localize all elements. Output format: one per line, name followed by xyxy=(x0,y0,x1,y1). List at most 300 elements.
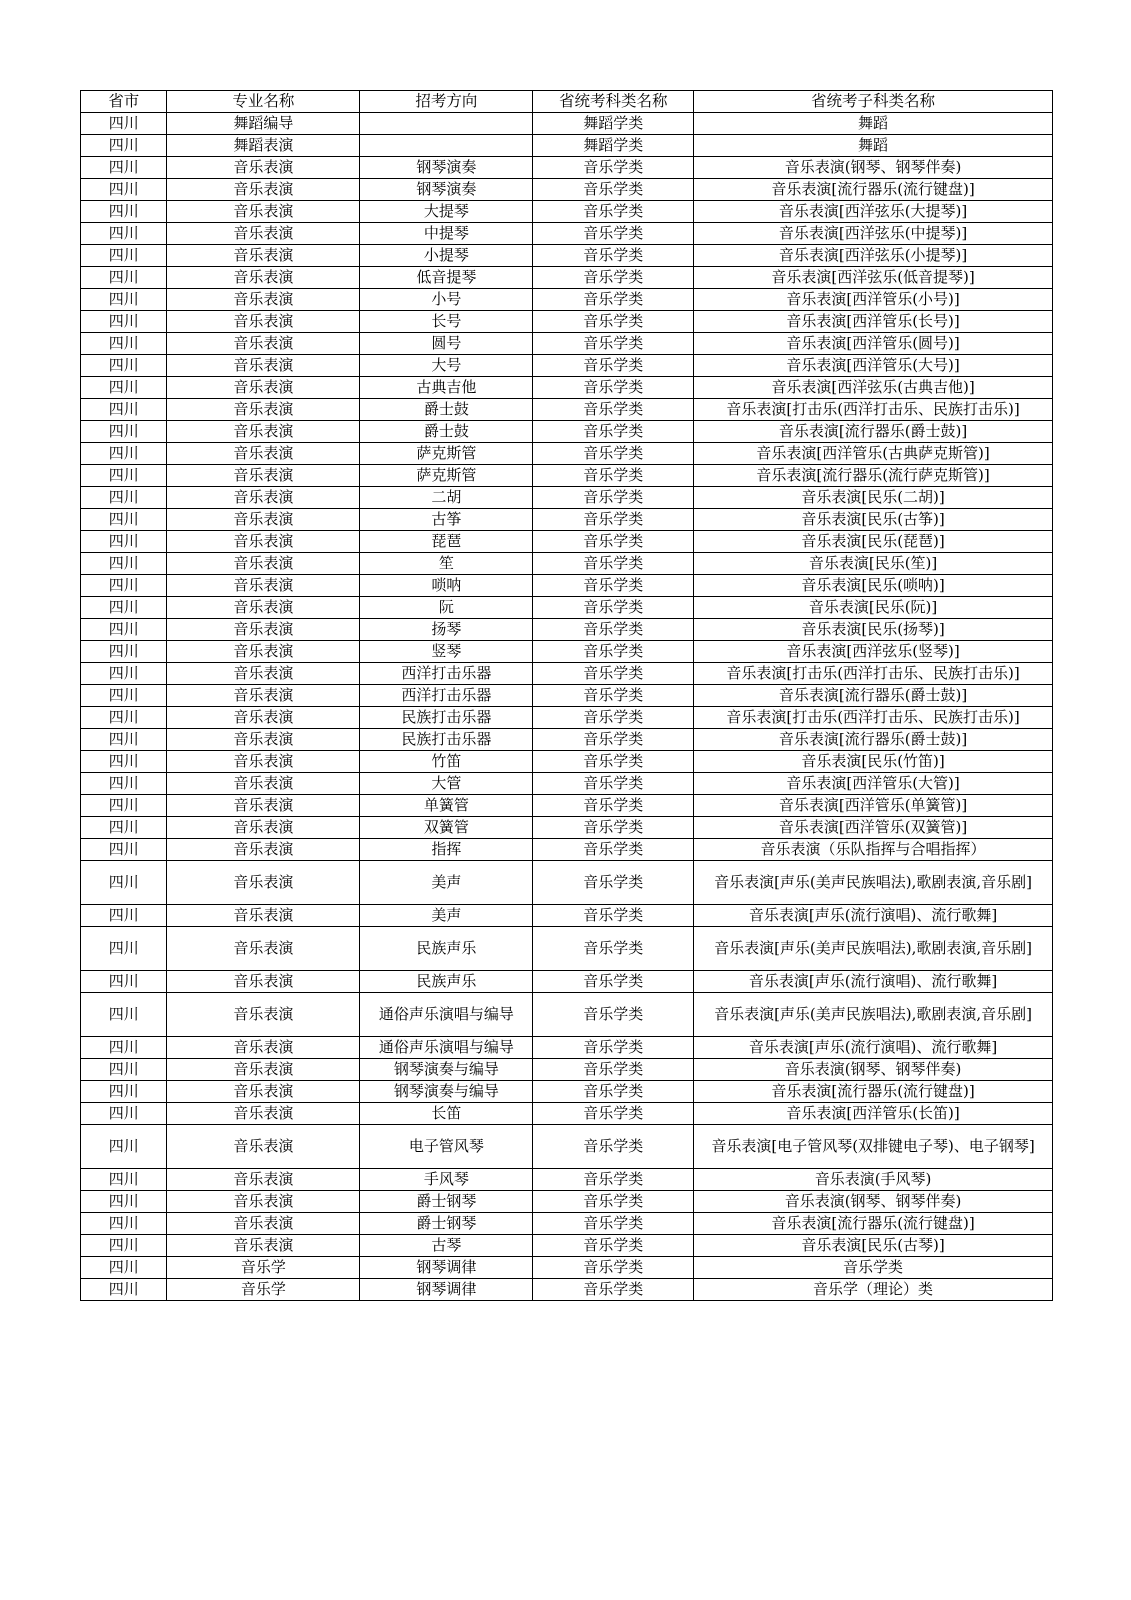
table-row xyxy=(81,113,1053,135)
cell-category: 音乐学类 xyxy=(533,663,694,685)
cell-province: 四川 xyxy=(81,179,167,201)
cell-category: 音乐学类 xyxy=(533,751,694,773)
header-major: 专业名称 xyxy=(167,91,360,113)
cell-major: 音乐表演 xyxy=(167,553,360,575)
cell-subcategory: 音乐表演[民乐(二胡)] xyxy=(694,487,1053,509)
cell-category: 音乐学类 xyxy=(533,553,694,575)
cell-category: 舞蹈学类 xyxy=(533,135,694,157)
cell-subcategory: 音乐表演[电子管风琴(双排键电子琴)、电子钢琴] xyxy=(694,1125,1053,1169)
cell-province: 四川 xyxy=(81,443,167,465)
cell-major: 音乐表演 xyxy=(167,355,360,377)
cell-category: 音乐学类 xyxy=(533,795,694,817)
cell-category: 音乐学类 xyxy=(533,201,694,223)
table-row xyxy=(81,1059,1053,1081)
cell-province: 四川 xyxy=(81,553,167,575)
cell-province: 四川 xyxy=(81,795,167,817)
cell-subcategory: 音乐表演[西洋管乐(单簧管)] xyxy=(694,795,1053,817)
cell-direction: 圆号 xyxy=(360,333,533,355)
table-row xyxy=(81,641,1053,663)
cell-subcategory: 音乐表演[流行器乐(流行键盘)] xyxy=(694,1213,1053,1235)
cell-subcategory: 音乐表演[流行器乐(流行键盘)] xyxy=(694,179,1053,201)
cell-subcategory: 音乐表演[打击乐(西洋打击乐、民族打击乐)] xyxy=(694,399,1053,421)
cell-major: 音乐表演 xyxy=(167,267,360,289)
table-row xyxy=(81,1213,1053,1235)
cell-category: 音乐学类 xyxy=(533,377,694,399)
cell-direction: 民族打击乐器 xyxy=(360,729,533,751)
cell-subcategory: 舞蹈 xyxy=(694,113,1053,135)
cell-province: 四川 xyxy=(81,905,167,927)
cell-direction: 大号 xyxy=(360,355,533,377)
cell-subcategory: 音乐表演(钢琴、钢琴伴奏) xyxy=(694,1059,1053,1081)
cell-major: 舞蹈表演 xyxy=(167,135,360,157)
cell-direction: 爵士鼓 xyxy=(360,421,533,443)
cell-province: 四川 xyxy=(81,1037,167,1059)
table-row xyxy=(81,839,1053,861)
cell-province: 四川 xyxy=(81,135,167,157)
cell-subcategory: 音乐表演[西洋弦乐(古典吉他)] xyxy=(694,377,1053,399)
cell-major: 音乐表演 xyxy=(167,641,360,663)
cell-direction: 电子管风琴 xyxy=(360,1125,533,1169)
table-row xyxy=(81,773,1053,795)
cell-direction: 钢琴演奏 xyxy=(360,157,533,179)
cell-direction: 长笛 xyxy=(360,1103,533,1125)
cell-category: 音乐学类 xyxy=(533,421,694,443)
cell-subcategory: 音乐表演(钢琴、钢琴伴奏) xyxy=(694,157,1053,179)
cell-major: 音乐表演 xyxy=(167,157,360,179)
cell-province: 四川 xyxy=(81,1257,167,1279)
cell-direction: 通俗声乐演唱与编导 xyxy=(360,1037,533,1059)
cell-province: 四川 xyxy=(81,575,167,597)
cell-major: 音乐表演 xyxy=(167,1191,360,1213)
cell-major: 音乐学 xyxy=(167,1257,360,1279)
cell-direction: 扬琴 xyxy=(360,619,533,641)
cell-major: 音乐表演 xyxy=(167,245,360,267)
table-row xyxy=(81,993,1053,1037)
cell-major: 音乐表演 xyxy=(167,663,360,685)
table-row xyxy=(81,179,1053,201)
cell-subcategory: 音乐表演(手风琴) xyxy=(694,1169,1053,1191)
cell-subcategory: 音乐表演[民乐(古琴)] xyxy=(694,1235,1053,1257)
cell-major: 音乐表演 xyxy=(167,1213,360,1235)
cell-direction: 爵士鼓 xyxy=(360,399,533,421)
cell-province: 四川 xyxy=(81,201,167,223)
cell-province: 四川 xyxy=(81,685,167,707)
cell-major: 音乐表演 xyxy=(167,377,360,399)
cell-direction: 笙 xyxy=(360,553,533,575)
cell-category: 音乐学类 xyxy=(533,1235,694,1257)
cell-major: 音乐表演 xyxy=(167,509,360,531)
cell-direction xyxy=(360,135,533,157)
cell-subcategory: 音乐表演[流行器乐(流行萨克斯管)] xyxy=(694,465,1053,487)
cell-province: 四川 xyxy=(81,1235,167,1257)
cell-category: 音乐学类 xyxy=(533,729,694,751)
cell-major: 音乐表演 xyxy=(167,1235,360,1257)
cell-category: 音乐学类 xyxy=(533,1059,694,1081)
cell-category: 音乐学类 xyxy=(533,487,694,509)
cell-direction: 竹笛 xyxy=(360,751,533,773)
table-row xyxy=(81,311,1053,333)
cell-category: 音乐学类 xyxy=(533,223,694,245)
cell-major: 音乐表演 xyxy=(167,685,360,707)
cell-category: 音乐学类 xyxy=(533,1213,694,1235)
table-row xyxy=(81,465,1053,487)
header-subcategory: 省统考子科类名称 xyxy=(694,91,1053,113)
table-row xyxy=(81,1191,1053,1213)
header-province: 省市 xyxy=(81,91,167,113)
table-row xyxy=(81,333,1053,355)
cell-major: 音乐表演 xyxy=(167,487,360,509)
table-row xyxy=(81,1037,1053,1059)
cell-province: 四川 xyxy=(81,663,167,685)
cell-province: 四川 xyxy=(81,1081,167,1103)
cell-direction: 大提琴 xyxy=(360,201,533,223)
table-row xyxy=(81,729,1053,751)
cell-subcategory: 音乐表演[民乐(古筝)] xyxy=(694,509,1053,531)
cell-province: 四川 xyxy=(81,1059,167,1081)
cell-major: 音乐表演 xyxy=(167,597,360,619)
cell-subcategory: 音乐表演[流行器乐(流行键盘)] xyxy=(694,1081,1053,1103)
cell-subcategory: 音乐表演[西洋弦乐(大提琴)] xyxy=(694,201,1053,223)
cell-major: 音乐表演 xyxy=(167,465,360,487)
cell-subcategory: 音乐表演[西洋管乐(圆号)] xyxy=(694,333,1053,355)
cell-province: 四川 xyxy=(81,817,167,839)
cell-province: 四川 xyxy=(81,993,167,1037)
cell-category: 音乐学类 xyxy=(533,597,694,619)
cell-direction: 指挥 xyxy=(360,839,533,861)
table-row xyxy=(81,245,1053,267)
cell-direction: 民族打击乐器 xyxy=(360,707,533,729)
cell-direction: 钢琴调律 xyxy=(360,1279,533,1301)
cell-subcategory: 音乐表演[西洋管乐(大号)] xyxy=(694,355,1053,377)
cell-province: 四川 xyxy=(81,355,167,377)
specialty-table xyxy=(80,90,1053,1301)
cell-direction: 中提琴 xyxy=(360,223,533,245)
cell-major: 音乐表演 xyxy=(167,1081,360,1103)
cell-category: 音乐学类 xyxy=(533,1257,694,1279)
cell-direction: 长号 xyxy=(360,311,533,333)
cell-subcategory: 音乐表演[民乐(阮)] xyxy=(694,597,1053,619)
cell-direction: 古琴 xyxy=(360,1235,533,1257)
cell-province: 四川 xyxy=(81,1103,167,1125)
cell-major: 音乐表演 xyxy=(167,421,360,443)
cell-major: 音乐表演 xyxy=(167,531,360,553)
cell-major: 音乐表演 xyxy=(167,179,360,201)
cell-direction: 小号 xyxy=(360,289,533,311)
cell-category: 音乐学类 xyxy=(533,399,694,421)
cell-direction: 唢呐 xyxy=(360,575,533,597)
table-row xyxy=(81,1103,1053,1125)
cell-subcategory: 音乐表演[声乐(美声民族唱法),歌剧表演,音乐剧] xyxy=(694,927,1053,971)
cell-direction: 大管 xyxy=(360,773,533,795)
cell-category: 音乐学类 xyxy=(533,267,694,289)
cell-major: 音乐表演 xyxy=(167,289,360,311)
table-row xyxy=(81,355,1053,377)
cell-subcategory: 音乐表演[打击乐(西洋打击乐、民族打击乐)] xyxy=(694,663,1053,685)
cell-subcategory: 音乐表演[西洋管乐(古典萨克斯管)] xyxy=(694,443,1053,465)
cell-province: 四川 xyxy=(81,1191,167,1213)
table-row xyxy=(81,487,1053,509)
cell-category: 音乐学类 xyxy=(533,971,694,993)
table-row xyxy=(81,861,1053,905)
cell-subcategory: 音乐表演[西洋弦乐(竖琴)] xyxy=(694,641,1053,663)
cell-major: 音乐表演 xyxy=(167,729,360,751)
cell-category: 音乐学类 xyxy=(533,817,694,839)
cell-province: 四川 xyxy=(81,465,167,487)
cell-major: 舞蹈编导 xyxy=(167,113,360,135)
table-row xyxy=(81,201,1053,223)
cell-category: 音乐学类 xyxy=(533,1125,694,1169)
cell-major: 音乐表演 xyxy=(167,311,360,333)
cell-province: 四川 xyxy=(81,861,167,905)
cell-subcategory: 音乐表演[声乐(流行演唱)、流行歌舞] xyxy=(694,1037,1053,1059)
cell-direction: 竖琴 xyxy=(360,641,533,663)
table-row xyxy=(81,707,1053,729)
table-row xyxy=(81,597,1053,619)
table-row xyxy=(81,1235,1053,1257)
cell-category: 音乐学类 xyxy=(533,443,694,465)
cell-direction: 二胡 xyxy=(360,487,533,509)
table-row xyxy=(81,443,1053,465)
cell-category: 音乐学类 xyxy=(533,1169,694,1191)
table-row xyxy=(81,1279,1053,1301)
cell-direction: 低音提琴 xyxy=(360,267,533,289)
cell-major: 音乐表演 xyxy=(167,1037,360,1059)
cell-subcategory: 音乐表演[民乐(笙)] xyxy=(694,553,1053,575)
cell-direction: 西洋打击乐器 xyxy=(360,663,533,685)
cell-category: 音乐学类 xyxy=(533,641,694,663)
cell-direction: 民族声乐 xyxy=(360,927,533,971)
cell-category: 音乐学类 xyxy=(533,619,694,641)
table-row xyxy=(81,135,1053,157)
table-row xyxy=(81,531,1053,553)
cell-category: 音乐学类 xyxy=(533,311,694,333)
cell-province: 四川 xyxy=(81,1213,167,1235)
cell-subcategory: 音乐表演[西洋管乐(长号)] xyxy=(694,311,1053,333)
table-row xyxy=(81,575,1053,597)
cell-major: 音乐表演 xyxy=(167,707,360,729)
cell-major: 音乐表演 xyxy=(167,927,360,971)
cell-major: 音乐表演 xyxy=(167,773,360,795)
cell-category: 音乐学类 xyxy=(533,465,694,487)
table-row xyxy=(81,619,1053,641)
cell-subcategory: 音乐表演[西洋弦乐(低音提琴)] xyxy=(694,267,1053,289)
table-row xyxy=(81,377,1053,399)
cell-subcategory: 音乐表演[声乐(流行演唱)、流行歌舞] xyxy=(694,905,1053,927)
cell-subcategory: 音乐表演[流行器乐(爵士鼓)] xyxy=(694,421,1053,443)
cell-province: 四川 xyxy=(81,707,167,729)
cell-major: 音乐表演 xyxy=(167,817,360,839)
cell-major: 音乐表演 xyxy=(167,575,360,597)
header-category: 省统考科类名称 xyxy=(533,91,694,113)
cell-direction: 钢琴演奏 xyxy=(360,179,533,201)
table-row xyxy=(81,927,1053,971)
cell-province: 四川 xyxy=(81,223,167,245)
cell-direction xyxy=(360,113,533,135)
cell-province: 四川 xyxy=(81,1279,167,1301)
cell-direction: 双簧管 xyxy=(360,817,533,839)
header-row xyxy=(81,91,1053,113)
cell-province: 四川 xyxy=(81,113,167,135)
cell-subcategory: 音乐表演[民乐(琵琶)] xyxy=(694,531,1053,553)
cell-major: 音乐表演 xyxy=(167,905,360,927)
cell-direction: 萨克斯管 xyxy=(360,443,533,465)
cell-major: 音乐表演 xyxy=(167,201,360,223)
cell-major: 音乐表演 xyxy=(167,399,360,421)
table-row xyxy=(81,663,1053,685)
cell-province: 四川 xyxy=(81,839,167,861)
cell-major: 音乐表演 xyxy=(167,1059,360,1081)
cell-subcategory: 音乐表演(钢琴、钢琴伴奏) xyxy=(694,1191,1053,1213)
cell-subcategory: 音乐表演[西洋管乐(双簧管)] xyxy=(694,817,1053,839)
table-row xyxy=(81,817,1053,839)
cell-direction: 爵士钢琴 xyxy=(360,1191,533,1213)
table-row xyxy=(81,509,1053,531)
cell-province: 四川 xyxy=(81,531,167,553)
cell-subcategory: 音乐表演[民乐(扬琴)] xyxy=(694,619,1053,641)
cell-category: 音乐学类 xyxy=(533,927,694,971)
cell-province: 四川 xyxy=(81,377,167,399)
cell-direction: 钢琴演奏与编导 xyxy=(360,1059,533,1081)
cell-subcategory: 舞蹈 xyxy=(694,135,1053,157)
cell-category: 音乐学类 xyxy=(533,245,694,267)
cell-major: 音乐表演 xyxy=(167,993,360,1037)
table-row xyxy=(81,1081,1053,1103)
cell-subcategory: 音乐表演[民乐(唢呐)] xyxy=(694,575,1053,597)
table-row xyxy=(81,157,1053,179)
cell-category: 音乐学类 xyxy=(533,1279,694,1301)
cell-category: 音乐学类 xyxy=(533,531,694,553)
cell-direction: 古筝 xyxy=(360,509,533,531)
header-direction: 招考方向 xyxy=(360,91,533,113)
cell-major: 音乐表演 xyxy=(167,619,360,641)
cell-subcategory: 音乐表演[声乐(美声民族唱法),歌剧表演,音乐剧] xyxy=(694,861,1053,905)
cell-province: 四川 xyxy=(81,729,167,751)
cell-direction: 通俗声乐演唱与编导 xyxy=(360,993,533,1037)
cell-major: 音乐表演 xyxy=(167,333,360,355)
cell-province: 四川 xyxy=(81,773,167,795)
table-row xyxy=(81,289,1053,311)
cell-province: 四川 xyxy=(81,311,167,333)
cell-direction: 古典吉他 xyxy=(360,377,533,399)
cell-major: 音乐表演 xyxy=(167,1169,360,1191)
cell-major: 音乐表演 xyxy=(167,751,360,773)
cell-subcategory: 音乐表演[流行器乐(爵士鼓)] xyxy=(694,729,1053,751)
cell-category: 音乐学类 xyxy=(533,575,694,597)
table-row xyxy=(81,685,1053,707)
cell-major: 音乐表演 xyxy=(167,1103,360,1125)
cell-category: 音乐学类 xyxy=(533,179,694,201)
cell-subcategory: 音乐学类 xyxy=(694,1257,1053,1279)
cell-direction: 单簧管 xyxy=(360,795,533,817)
cell-subcategory: 音乐表演[西洋管乐(小号)] xyxy=(694,289,1053,311)
cell-category: 舞蹈学类 xyxy=(533,113,694,135)
table-row xyxy=(81,905,1053,927)
cell-category: 音乐学类 xyxy=(533,289,694,311)
cell-province: 四川 xyxy=(81,509,167,531)
cell-category: 音乐学类 xyxy=(533,685,694,707)
cell-subcategory: 音乐表演[西洋弦乐(小提琴)] xyxy=(694,245,1053,267)
cell-direction: 钢琴演奏与编导 xyxy=(360,1081,533,1103)
cell-subcategory: 音乐表演[打击乐(西洋打击乐、民族打击乐)] xyxy=(694,707,1053,729)
cell-category: 音乐学类 xyxy=(533,993,694,1037)
cell-province: 四川 xyxy=(81,597,167,619)
cell-direction: 钢琴调律 xyxy=(360,1257,533,1279)
cell-major: 音乐表演 xyxy=(167,1125,360,1169)
cell-direction: 美声 xyxy=(360,861,533,905)
cell-province: 四川 xyxy=(81,1169,167,1191)
cell-direction: 手风琴 xyxy=(360,1169,533,1191)
cell-category: 音乐学类 xyxy=(533,773,694,795)
cell-subcategory: 音乐表演[声乐(美声民族唱法),歌剧表演,音乐剧] xyxy=(694,993,1053,1037)
table-row xyxy=(81,1169,1053,1191)
cell-category: 音乐学类 xyxy=(533,905,694,927)
cell-province: 四川 xyxy=(81,619,167,641)
cell-province: 四川 xyxy=(81,333,167,355)
cell-major: 音乐表演 xyxy=(167,795,360,817)
cell-province: 四川 xyxy=(81,421,167,443)
cell-major: 音乐表演 xyxy=(167,223,360,245)
cell-direction: 爵士钢琴 xyxy=(360,1213,533,1235)
table-row xyxy=(81,1125,1053,1169)
table-row xyxy=(81,399,1053,421)
cell-category: 音乐学类 xyxy=(533,861,694,905)
cell-category: 音乐学类 xyxy=(533,839,694,861)
cell-direction: 小提琴 xyxy=(360,245,533,267)
cell-category: 音乐学类 xyxy=(533,1037,694,1059)
table-row xyxy=(81,971,1053,993)
table-row xyxy=(81,223,1053,245)
table-body xyxy=(81,113,1053,1301)
cell-direction: 萨克斯管 xyxy=(360,465,533,487)
cell-province: 四川 xyxy=(81,289,167,311)
cell-direction: 阮 xyxy=(360,597,533,619)
cell-subcategory: 音乐表演[西洋管乐(大管)] xyxy=(694,773,1053,795)
cell-category: 音乐学类 xyxy=(533,1081,694,1103)
table-row xyxy=(81,553,1053,575)
table-row xyxy=(81,751,1053,773)
cell-major: 音乐学 xyxy=(167,1279,360,1301)
cell-subcategory: 音乐学（理论）类 xyxy=(694,1279,1053,1301)
cell-province: 四川 xyxy=(81,399,167,421)
cell-province: 四川 xyxy=(81,157,167,179)
cell-province: 四川 xyxy=(81,267,167,289)
cell-category: 音乐学类 xyxy=(533,333,694,355)
cell-category: 音乐学类 xyxy=(533,509,694,531)
cell-province: 四川 xyxy=(81,927,167,971)
table-row xyxy=(81,267,1053,289)
cell-major: 音乐表演 xyxy=(167,861,360,905)
cell-subcategory: 音乐表演[流行器乐(爵士鼓)] xyxy=(694,685,1053,707)
cell-direction: 西洋打击乐器 xyxy=(360,685,533,707)
cell-direction: 美声 xyxy=(360,905,533,927)
cell-subcategory: 音乐表演[西洋管乐(长笛)] xyxy=(694,1103,1053,1125)
cell-province: 四川 xyxy=(81,971,167,993)
cell-subcategory: 音乐表演（乐队指挥与合唱指挥） xyxy=(694,839,1053,861)
cell-province: 四川 xyxy=(81,245,167,267)
cell-category: 音乐学类 xyxy=(533,355,694,377)
cell-major: 音乐表演 xyxy=(167,839,360,861)
cell-category: 音乐学类 xyxy=(533,157,694,179)
cell-subcategory: 音乐表演[民乐(竹笛)] xyxy=(694,751,1053,773)
table-row xyxy=(81,795,1053,817)
table-row xyxy=(81,1257,1053,1279)
cell-major: 音乐表演 xyxy=(167,443,360,465)
cell-direction: 琵琶 xyxy=(360,531,533,553)
table-row xyxy=(81,421,1053,443)
cell-subcategory: 音乐表演[声乐(流行演唱)、流行歌舞] xyxy=(694,971,1053,993)
cell-category: 音乐学类 xyxy=(533,1103,694,1125)
cell-province: 四川 xyxy=(81,487,167,509)
